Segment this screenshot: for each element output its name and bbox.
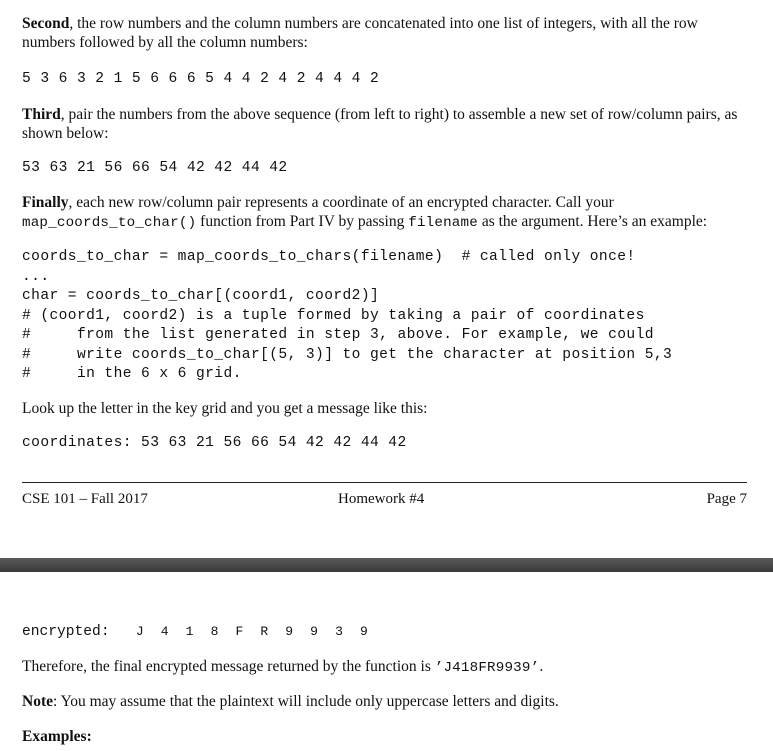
paragraph-lookup: Look up the letter in the key grid and you get a message like this: [22, 400, 428, 417]
footer-assignment: Homework #4 [338, 491, 425, 507]
finally-code-function: map_coords_to_char() [22, 215, 197, 231]
finally-text-2: function from Part IV by passing [196, 213, 409, 230]
code-line: ... [22, 268, 50, 285]
therefore-code: ’J418FR9939’ [434, 660, 540, 676]
code-line: # write coords_to_char[(5, 3)] to get the character at position 5,3 [22, 346, 673, 363]
code-line: # (coord1, coord2) is a tuple formed by taking a pair of coordinates [22, 307, 645, 324]
coordinates-line: coordinates: 53 63 21 56 66 54 42 42 44 42 [22, 435, 407, 451]
paragraph-finally [22, 193, 747, 233]
examples-heading-text: Examples: [22, 728, 92, 745]
encrypted-label: encrypted: [22, 624, 110, 640]
note-text: : You may assume that the plaintext will include only uppercase letters and digits. [53, 693, 559, 710]
examples-heading [22, 727, 747, 746]
third-lead: Third [22, 106, 61, 123]
code-line: coords_to_char = map_coords_to_chars(filename) # called only once! [22, 249, 636, 265]
second-text: , the row numbers and the column numbers are concatenated into one list of integers, with all the row numbers followed by all the column numbers: [22, 15, 698, 51]
code-block [22, 248, 747, 385]
code-line: # in the 6 x 6 grid. [22, 366, 242, 382]
integer-list: 5 3 6 3 2 1 5 6 6 6 5 4 4 2 4 2 4 4 4 2 [22, 71, 380, 87]
paragraph-note [22, 692, 747, 711]
footer-course: CSE 101 – Fall 2017 [22, 491, 148, 507]
coordinate-pairs: 53 63 21 56 66 54 42 42 44 42 [22, 160, 288, 176]
second-lead: Second [22, 15, 70, 32]
finally-text-3: as the argument. Here’s an example: [477, 213, 708, 230]
encrypted-line [22, 622, 747, 642]
code-line: # from the list generated in step 3, above. For example, we could [22, 327, 654, 343]
finally-text-1: , each new row/column pair represents a coordinate of an encrypted character. Call your [68, 194, 614, 211]
paragraph-third [22, 105, 747, 143]
third-text: , pair the numbers from the above sequence (from left to right) to assemble a new set of row/column pairs, as shown below: [22, 106, 738, 142]
finally-code-filename: filename [408, 215, 478, 231]
page-separator [0, 558, 773, 572]
encrypted-characters: J 4 1 8 F R 9 9 3 9 [135, 624, 369, 639]
document-page-8 [0, 572, 773, 751]
therefore-end: . [539, 658, 544, 675]
paragraph-therefore [22, 657, 747, 678]
code-line: char = coords_to_char[(coord1, coord2)] [22, 288, 380, 304]
footer-page-number: Page 7 [706, 491, 747, 507]
note-lead: Note [22, 693, 53, 710]
therefore-text: Therefore, the final encrypted message returned by the function is [22, 658, 435, 675]
footer-rule [22, 482, 747, 483]
finally-lead: Finally [22, 194, 69, 211]
paragraph-second [22, 14, 747, 52]
